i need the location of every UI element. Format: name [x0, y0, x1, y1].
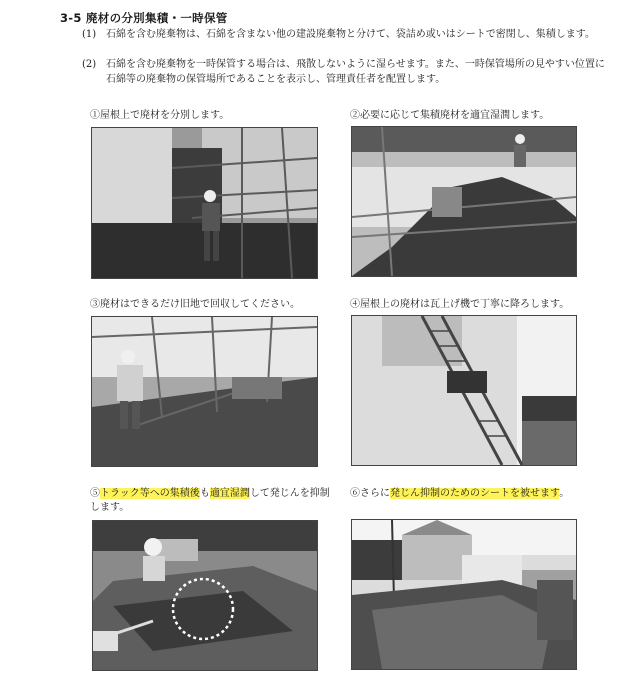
photo-5-caption-highlight-2: 適宜湿潤 — [209, 488, 250, 499]
photo-6-image — [352, 520, 576, 669]
photo-2-wetting — [351, 126, 577, 277]
item-2-text: 石綿を含む廃棄物を一時保管する場合は、飛散しないように湿らせます。また、一時保管場所の見やすい位置に石綿等の廃棄物の保管場所であることを表示し、管理責任者を配置します。 — [106, 59, 605, 85]
photo-1-roof-sorting — [91, 127, 318, 279]
photo-5-caption-middle: も — [199, 488, 210, 499]
photo-4-tile-lift — [351, 315, 577, 466]
photo-5-caption-prefix: ⑤ — [90, 488, 100, 499]
photo-4-image — [352, 316, 576, 465]
photo-2-caption: ②必要に応じて集積廃材を適宜湿潤します。 — [350, 110, 550, 121]
photo-6-caption-highlight: 発じん抑制のためのシートを被せます — [390, 488, 560, 499]
item-2-number: (2) — [82, 59, 97, 70]
photo-1-image — [92, 128, 317, 278]
photo-3-image — [92, 317, 317, 466]
photo-6-cover-sheet — [351, 519, 577, 670]
item-1-text: 石綿を含む廃棄物は、石綿を含まない他の建設廃棄物と分けて、袋詰め或いはシートで密閉し、集積します。 — [106, 29, 595, 40]
photo-5-truck-wetting — [92, 520, 318, 671]
photo-6-caption-prefix: ⑥さらに — [350, 488, 390, 499]
photo-4-caption: ④屋根上の廃材は瓦上げ機で丁寧に降ろします。 — [350, 299, 570, 310]
photo-5-image — [93, 521, 317, 670]
photo-2-image — [352, 127, 576, 276]
photo-3-collection — [91, 316, 318, 467]
photo-6-caption — [350, 487, 569, 501]
item-2 — [82, 57, 606, 87]
photo-1-caption: ①屋根上で廃材を分別します。 — [90, 110, 230, 121]
photo-5-caption-suffix: して発じんを抑制します。 — [90, 488, 330, 513]
photo-5-caption — [90, 487, 330, 515]
photo-3-caption: ③廃材はできるだけ旧地で回収してください。 — [90, 299, 300, 310]
item-1 — [82, 27, 606, 42]
photo-5-caption-highlight-1: トラック等への集積後 — [100, 488, 200, 499]
section-title: 3-5 廃材の分別集積・一時保管 — [60, 11, 228, 25]
photo-6-caption-suffix: 。 — [559, 488, 570, 499]
item-1-number: (1) — [82, 29, 97, 40]
